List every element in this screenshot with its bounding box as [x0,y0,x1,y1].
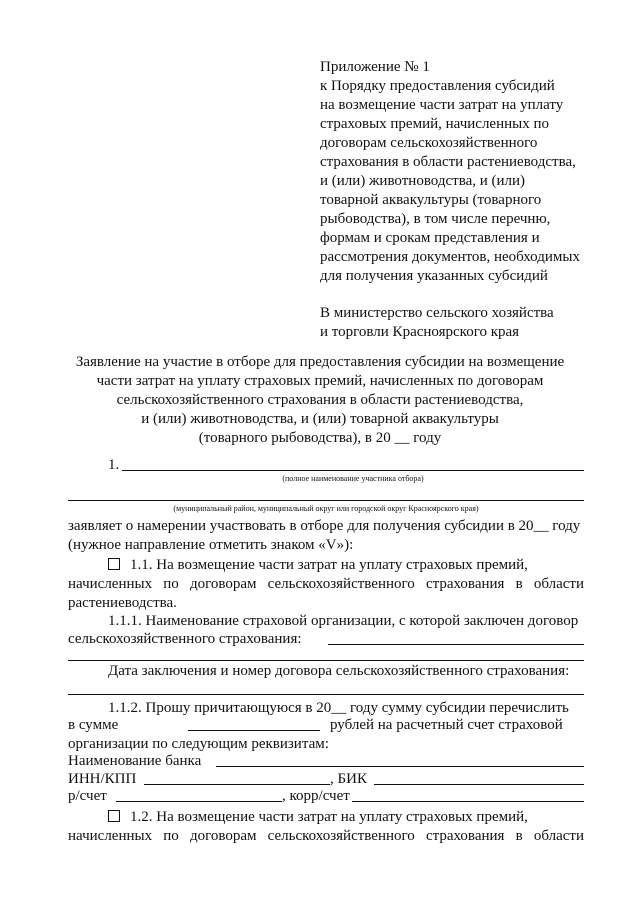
appendix-line: к Порядку предоставления субсидий [320,78,555,94]
addressee-line: В министерство сельского хозяйства [320,305,554,321]
insurer-name-field-continued[interactable] [68,660,584,661]
appendix-line: для получения указанных субсидий [320,268,548,284]
municipality-field[interactable] [68,500,584,501]
direction-1-2-checkbox[interactable] [108,810,120,822]
mark-instruction: (нужное направление отметить знаком «V»): [68,537,354,553]
appendix-line: товарной аквакультуры (товарного [320,192,542,208]
appendix-line: страхования в области растениеводства, [320,154,576,170]
direction-1-1-checkbox[interactable] [108,558,120,570]
appendix-title: Приложение № 1 [320,59,430,75]
title-line: сельскохозяйственного страхования в области растениеводства, [116,392,524,408]
title-line: (товарного рыбоводства), в 20 __ году [198,430,442,446]
appendix-line: рассмотрения документов, необходимых [320,249,580,265]
item-1-number: 1. [108,457,120,473]
inn-kpp-field[interactable] [144,784,330,785]
section-1-1-line3: растениеводства. [68,595,177,611]
appendix-line: формам и срокам представления и [320,230,540,246]
bik-label: , БИК [330,771,367,787]
municipality-caption: (муниципальный район, муниципальный округ или городской округ Красноярского края) [173,504,479,513]
bik-field[interactable] [374,784,584,785]
addressee-line: и торговли Красноярского края [320,324,520,340]
section-1-1-2-line3: организации по следующим реквизитам: [68,736,329,752]
section-1-1-2-line1: 1.1.2. Прошу причитающуюся в 20__ году сумму субсидии перечислить [108,700,569,716]
account-label: р/счет [68,788,107,804]
insurer-name-field[interactable] [328,644,584,645]
section-1-2-text: 1.2. На возмещение части затрат на уплату страховых премий, [130,809,528,825]
section-1-1-1-line1: 1.1.1. Наименование страховой организации, с которой заключен договор [108,613,579,629]
section-1-1-1-line2: сельскохозяйственного страхования: [68,631,302,647]
account-field[interactable] [116,801,282,802]
participant-caption: (полное наименование участника отбора) [282,474,424,483]
section-1-2-line2: начисленных по договорам сельскохозяйственного страхования в области [68,828,584,844]
appendix-line: договорам сельскохозяйственного [320,135,538,151]
statement-title [60,353,580,448]
bank-name-label: Наименование банка [68,753,202,769]
corr-account-field[interactable] [352,801,584,802]
appendix-header [320,58,620,342]
section-1-2-line1 [108,808,528,827]
contract-date-field[interactable] [68,694,584,695]
appendix-line: страховых премий, начисленных по [320,116,549,132]
declare-line: заявляет о намерении участвовать в отборе для получения субсидии в 20__ году [68,518,581,534]
participant-name-field[interactable] [122,470,584,471]
appendix-line: рыбоводства), в том числе перечню, [320,211,551,227]
inn-kpp-label: ИНН/КПП [68,771,137,787]
bank-name-field[interactable] [216,766,584,767]
in-sum-label: в сумме [68,717,119,733]
title-line: части затрат на уплату страховых премий, начисленных по договорам [96,373,544,389]
section-1-1-text: 1.1. На возмещение части затрат на уплату страховых премий, [130,557,528,573]
corr-account-label: , корр/счет [282,788,350,804]
title-line: и (или) животноводства, и (или) товарной аквакультуры [141,411,499,427]
title-line: Заявление на участие в отборе для предоставления субсидии на возмещение [75,354,565,370]
appendix-line: и (или) животноводства, и (или) [320,173,526,189]
sum-field[interactable] [188,730,320,731]
section-1-1-line2: начисленных по договорам сельскохозяйственного страхования в области [68,576,584,592]
rubles-label: рублей на расчетный счет страховой [330,717,563,733]
appendix-line: на возмещение части затрат на уплату [320,97,564,113]
contract-date-label: Дата заключения и номер договора сельскохозяйственного страхования: [108,663,570,679]
section-1-1-line1 [108,556,528,575]
